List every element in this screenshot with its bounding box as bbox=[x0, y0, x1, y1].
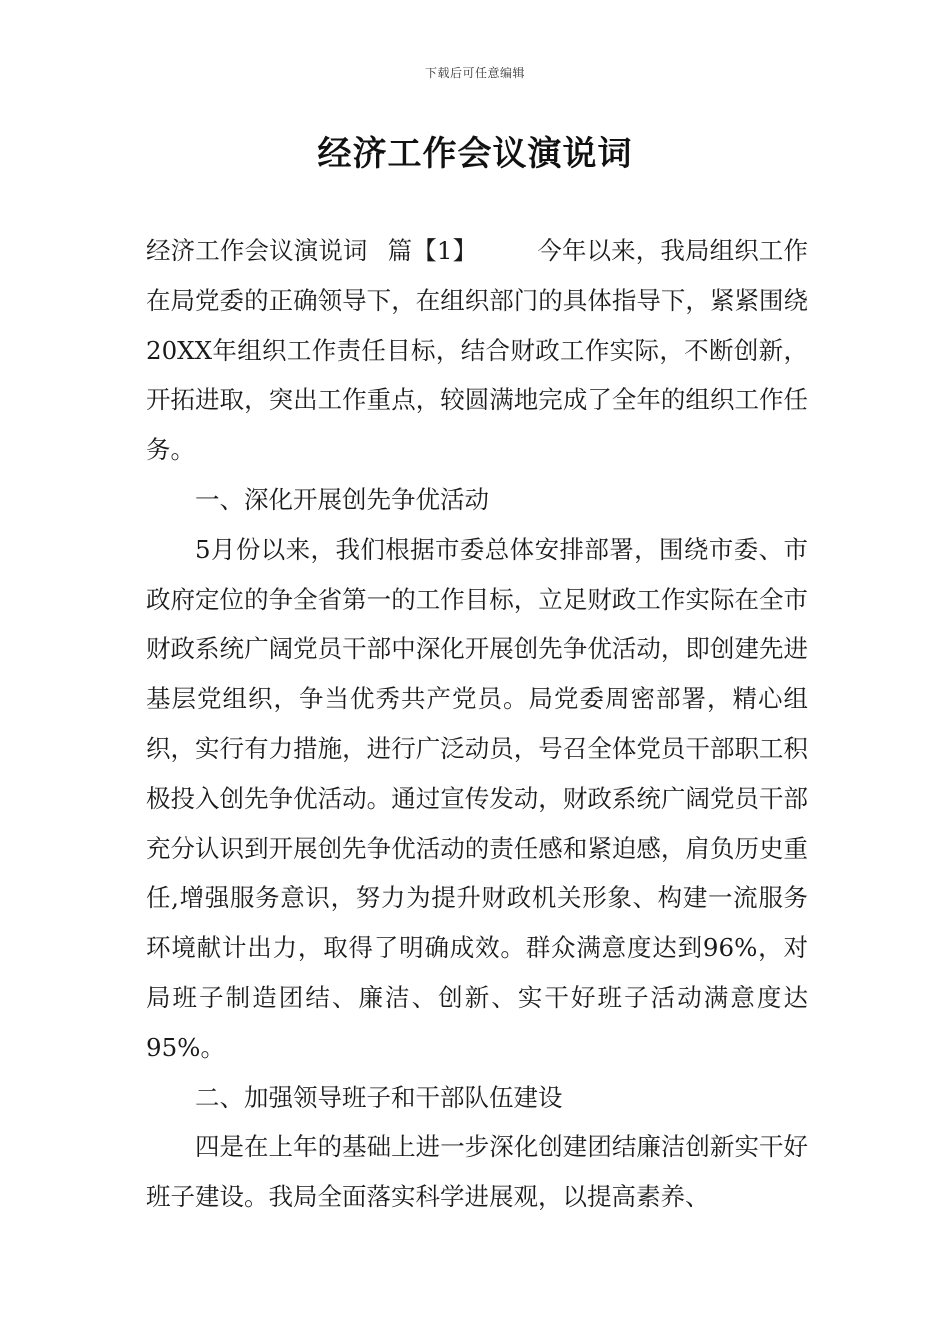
header-note: 下载后可任意编辑 bbox=[424, 66, 525, 80]
intro-text: 今年以来，我局组织工作在局党委的正确领导下，在组织部门的具体指导下，紧紧围绕20XX年组织工作责任目标，结合财政工作实际，不断创新，开拓进取，突出工作重点，较圆满地完成了全年的组织工作任务。 bbox=[146, 236, 808, 465]
intro-section-label: 篇【1】 bbox=[387, 236, 478, 265]
section-heading-2: 二、加强领导班子和干部队伍建设 bbox=[195, 1082, 563, 1112]
section-heading-1: 一、深化开展创先争优活动 bbox=[195, 484, 489, 514]
intro-paragraph bbox=[146, 226, 808, 475]
document-title: 经济工作会议演说词 bbox=[317, 134, 633, 174]
paragraph-2: 四是在上年的基础上进一步深化创建团结廉洁创新实干好班子建设。我局全面落实科学进展观，以提高素养、 bbox=[146, 1132, 808, 1212]
document-body bbox=[146, 226, 808, 1222]
paragraph-1: 5月份以来，我们根据市委总体安排部署，围绕市委、市政府定位的争全省第一的工作目标，立足财政工作实际在全市财政系统广阔党员干部中深化开展创先争优活动，即创建先进基层党组织，争当优秀共产党员。局党委周密部署，精心组织，实行有力措施，进行广泛动员，号召全体党员干部职工积极投入创先争优活动。通过宣传发动，财政系统广阔党员干部充分认识到开展创先争优活动的责任感和紧迫感，肩负历史重任,增强服务意识，努力为提升财政机关形象、构建一流服务环境献计出力，取得了明确成效。群众满意度达到96%，对局班子制造团结、廉洁、创新、实干好班子活动满意度达95%。 bbox=[146, 534, 808, 1062]
intro-doc-name: 经济工作会议演说词 bbox=[146, 236, 368, 265]
